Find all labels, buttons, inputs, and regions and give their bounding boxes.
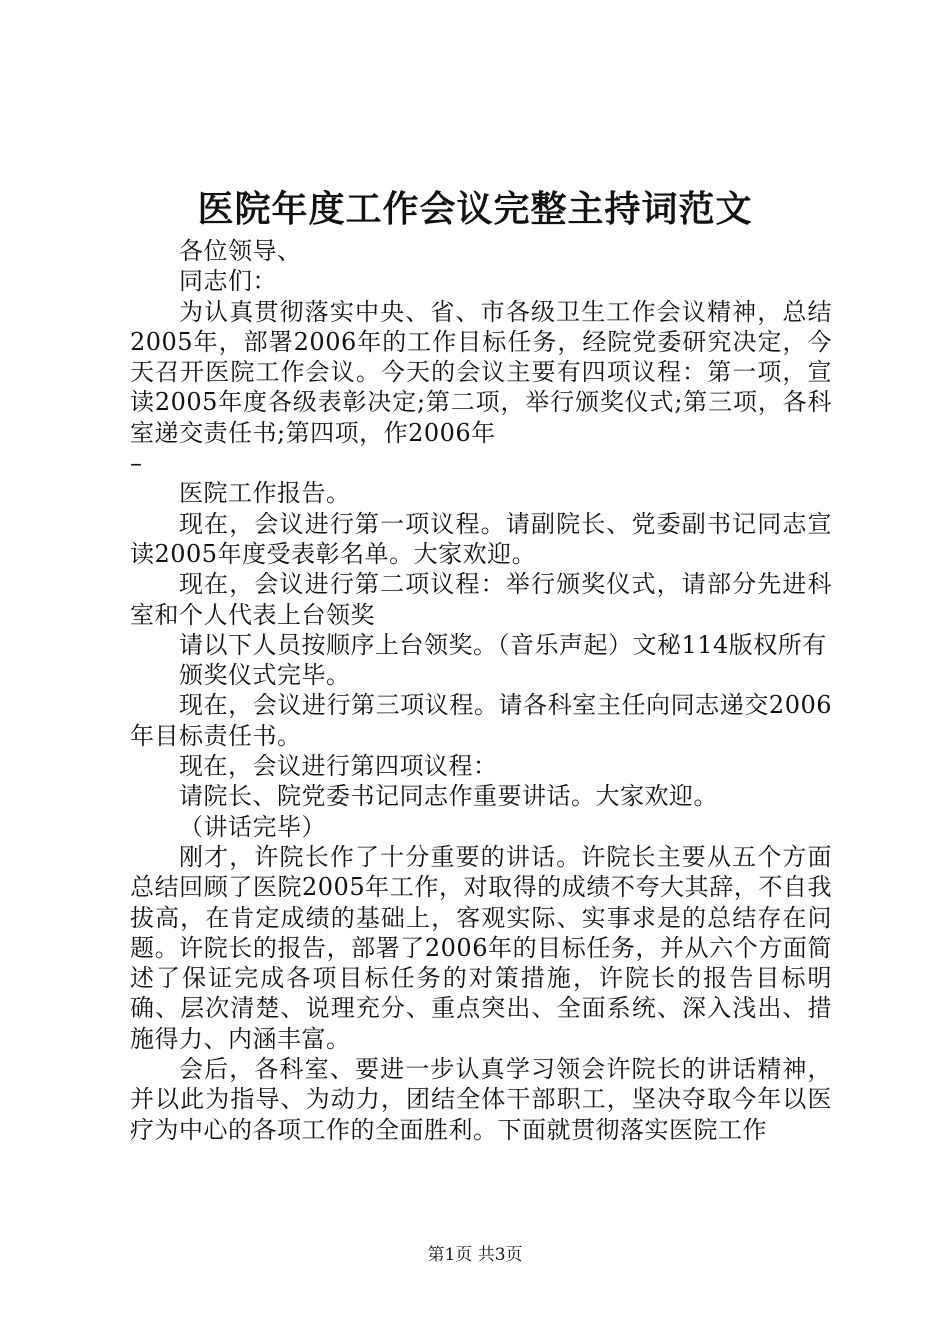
paragraph-award-complete: 颁奖仪式完毕。 <box>179 661 351 690</box>
paragraph-agenda-three: 现在，会议进行第三项议程。请各科室主任向同志递交2006年目标责任书。 <box>130 691 832 750</box>
paragraph-speech-end: （讲话完毕） <box>179 812 326 841</box>
dash-line: – <box>130 449 143 478</box>
paragraph-report-title: 医院工作报告。 <box>179 479 351 508</box>
paragraph-agenda-one: 现在，会议进行第一项议程。请副院长、党委副书记同志宣读2005年度受表彰名单。大家欢迎。 <box>130 509 832 568</box>
paragraph-closing: 会后，各科室、要进一步认真学习领会许院长的讲话精神，并以此为指导、为动力，团结全体干部职工，坚决夺取今年以医疗为中心的各项工作的全面胜利。下面就贯彻落实医院工作 <box>130 1055 832 1144</box>
paragraph-agenda-four: 现在，会议进行第四项议程： <box>179 752 498 781</box>
paragraph-award-order: 请以下人员按顺序上台领奖。（音乐声起）文秘114版权所有 <box>179 630 827 659</box>
page-number: 第1页 共3页 <box>427 1245 523 1265</box>
document-title: 医院年度工作会议完整主持词范文 <box>197 188 753 230</box>
paragraph-opening: 为认真贯彻落实中央、省、市各级卫生工作会议精神，总结2005年，部署2006年的工作目标任务，经院党委研究决定，今天召开医院工作会议。今天的会议主要有四项议程：第一项，宣读2005年度各级表彰决定;第二项，举行颁奖仪式;第三项，各科室递交责任书;第四项，作2006年 <box>130 297 832 447</box>
document-body <box>130 236 832 1145</box>
salutation-leaders: 各位领导、 <box>179 237 302 265</box>
paragraph-agenda-two: 现在，会议进行第二项议程：举行颁奖仪式，请部分先进科室和个人代表上台领奖 <box>130 570 832 629</box>
paragraph-summary: 刚才，许院长作了十分重要的讲话。许院长主要从五个方面总结回顾了医院2005年工作，对取得的成绩不夸大其辞，不自我拔高，在肯定成绩的基础上，客观实际、实事求是的总结存在问题。许院长的报告，部署了2006年的目标任务，并从六个方面简述了保证完成各项目标任务的对策措施，许院长的报告目标明确、层次清楚、说理充分、重点突出、全面系统、深入浅出、措施得力、内涵丰富。 <box>130 842 832 1053</box>
paragraph-speech-invite: 请院长、院党委书记同志作重要讲话。大家欢迎。 <box>179 782 718 811</box>
salutation-comrades: 同志们： <box>179 267 277 296</box>
